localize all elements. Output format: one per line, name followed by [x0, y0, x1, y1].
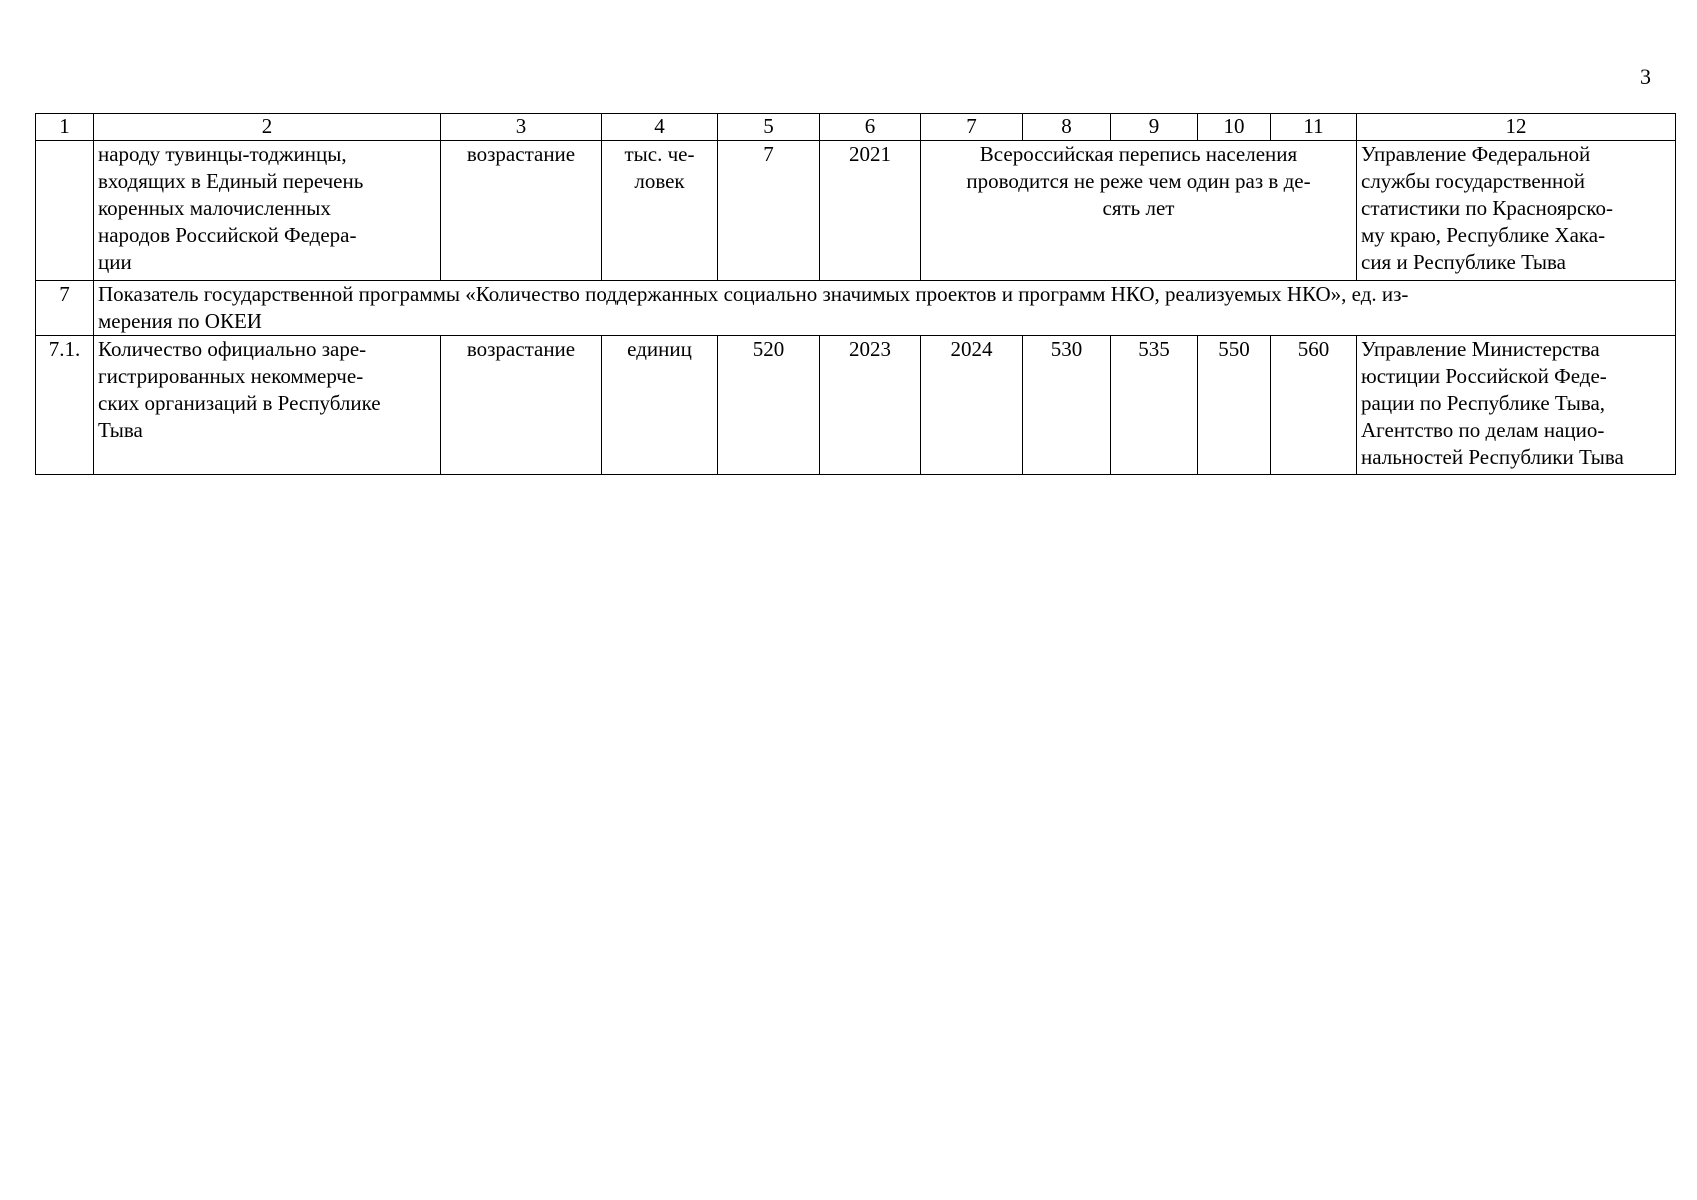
base-year-cell: 2023	[820, 336, 921, 475]
census-note-cell: Всероссийская перепись населения проводится не реже чем один раз в де- сять лет	[921, 141, 1357, 281]
section-title-cell: Показатель государственной программы «Количество поддержанных социально значимых проектов и программ НКО, реализуемых НКО», ед. из- мерения по ОКЕИ	[94, 281, 1676, 336]
direction-cell: возрастание	[441, 336, 602, 475]
table-row	[36, 141, 1676, 281]
table-row	[36, 336, 1676, 475]
header-cell-1: 1	[36, 114, 94, 141]
header-cell-12: 12	[1357, 114, 1676, 141]
header-cell-8: 8	[1023, 114, 1111, 141]
header-cell-7: 7	[921, 114, 1023, 141]
header-cell-11: 11	[1271, 114, 1357, 141]
value-cell-8: 530	[1023, 336, 1111, 475]
direction-cell: возрастание	[441, 141, 602, 281]
table-row	[36, 281, 1676, 336]
header-cell-3: 3	[441, 114, 602, 141]
unit-cell: тыс. че- ловек	[602, 141, 718, 281]
base-value-cell: 7	[718, 141, 820, 281]
value-cell-7: 2024	[921, 336, 1023, 475]
header-cell-10: 10	[1198, 114, 1271, 141]
indicators-table	[35, 113, 1676, 475]
value-cell-9: 535	[1111, 336, 1198, 475]
page-number: 3	[1640, 64, 1651, 89]
base-value-cell: 520	[718, 336, 820, 475]
header-cell-6: 6	[820, 114, 921, 141]
value-cell-10: 550	[1198, 336, 1271, 475]
value-cell-11: 560	[1271, 336, 1357, 475]
indicator-name-cell: Количество официально заре- гистрированных некоммерче- ских организаций в Республике Тыва	[94, 336, 441, 475]
responsible-cell: Управление Министерства юстиции Российской Феде- рации по Республике Тыва, Агентство по делам нацио- нальностей Республики Тыва	[1357, 336, 1676, 475]
header-cell-2: 2	[94, 114, 441, 141]
row-number-cell	[36, 141, 94, 281]
row-number-cell: 7.1.	[36, 336, 94, 475]
table-header-row	[36, 114, 1676, 141]
header-cell-4: 4	[602, 114, 718, 141]
unit-cell: единиц	[602, 336, 718, 475]
header-cell-9: 9	[1111, 114, 1198, 141]
section-number-cell: 7	[36, 281, 94, 336]
responsible-cell: Управление Федеральной службы государственной статистики по Красноярско- му краю, Республике Хака- сия и Республике Тыва	[1357, 141, 1676, 281]
indicator-name-cell: народу тувинцы-тоджинцы, входящих в Единый перечень коренных малочисленных народов Российской Федера- ции	[94, 141, 441, 281]
base-year-cell: 2021	[820, 141, 921, 281]
header-cell-5: 5	[718, 114, 820, 141]
